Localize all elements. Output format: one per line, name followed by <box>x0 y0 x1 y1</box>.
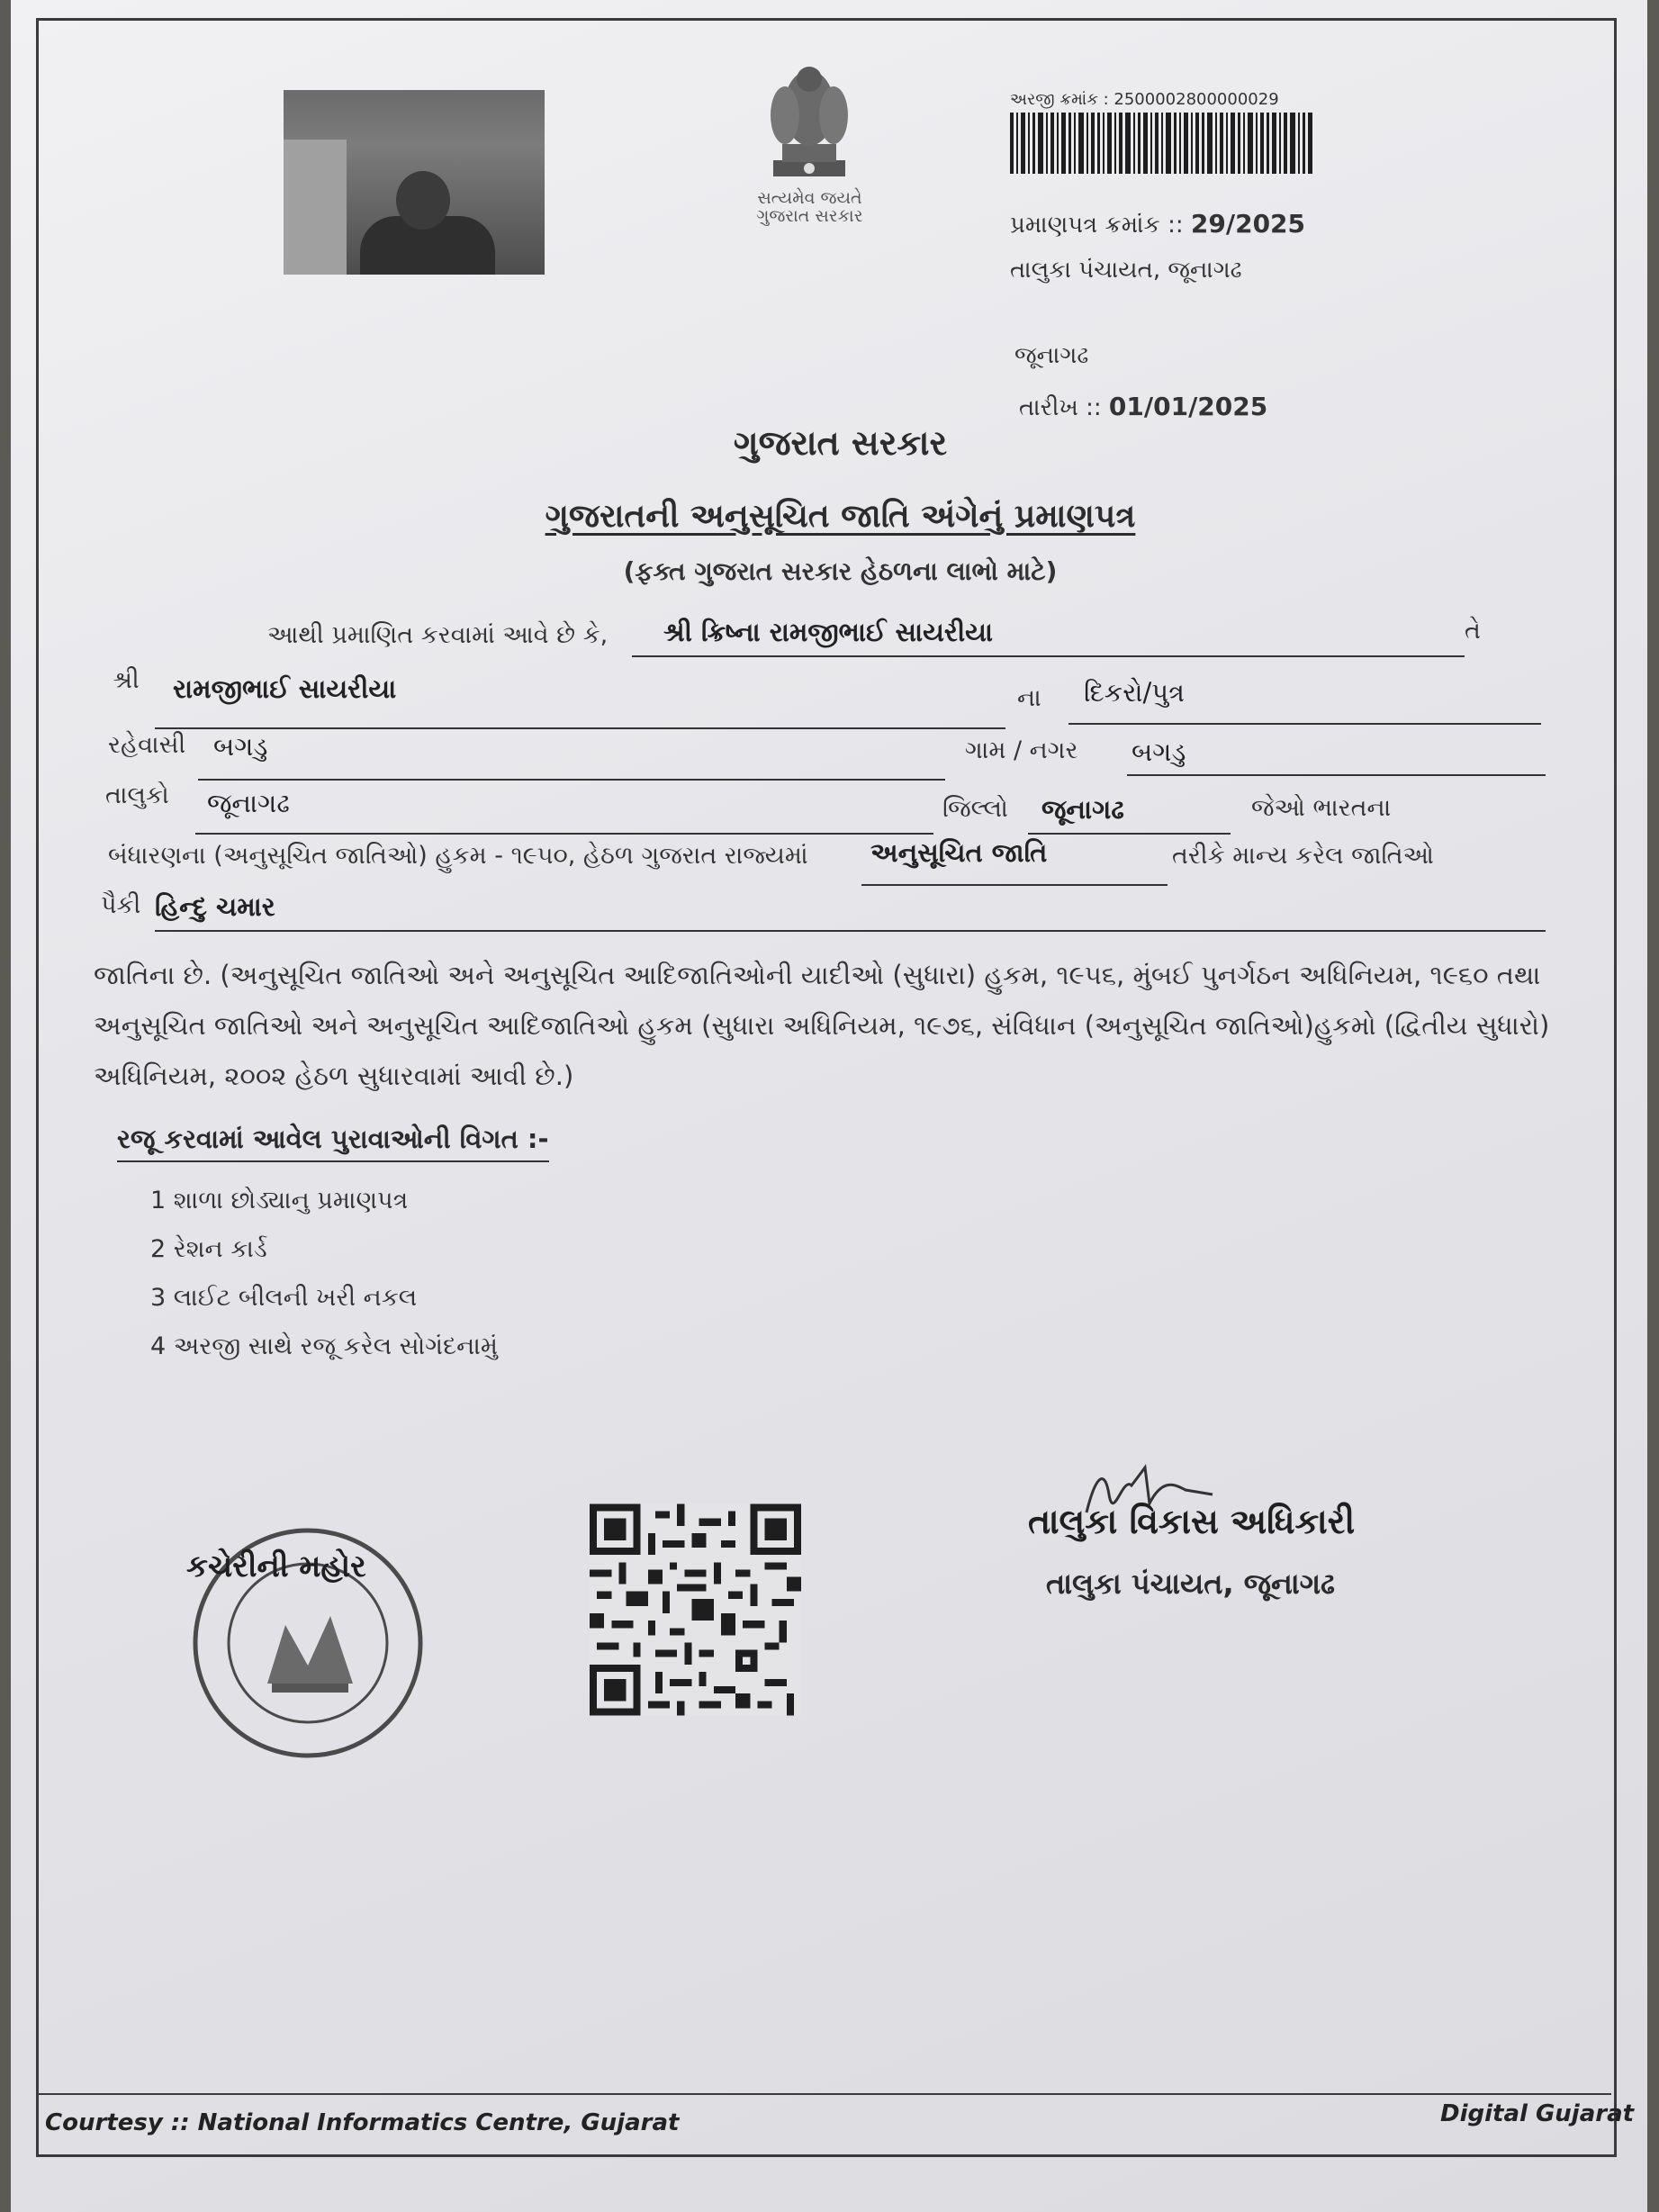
village-label: ગામ / નગર <box>965 736 1078 764</box>
footer-courtesy: Courtesy :: National Informatics Centre, Gujarat <box>45 2109 680 2136</box>
resident-label: રહેવાસી <box>108 731 186 759</box>
certificate-page <box>11 0 1647 2212</box>
recognized-label: તરીકે માન્ય કરેલ જાતિઓ <box>1172 842 1434 870</box>
evidence-item: 4 અરજી સાથે રજૂ કરેલ સોગંદનામું <box>150 1332 498 1360</box>
evidence-item: 2 રેશન કાર્ડ <box>150 1235 267 1263</box>
certificate-title <box>11 498 1659 536</box>
underline-resident <box>198 779 945 781</box>
date-label: તારીખ :: <box>1019 394 1102 421</box>
footer-brand: Digital Gujarat <box>1440 2100 1635 2127</box>
district-value: જૂનાગઢ <box>1041 794 1124 825</box>
office-stamp-label: કચેરીની મહોર <box>186 1548 366 1585</box>
shri-label: શ્રી <box>113 666 140 694</box>
issuing-office: તાલુકા પંચાયત, જૂનાગઢ <box>1010 257 1242 284</box>
emblem-motto: સત્યમેવ જયતે <box>757 188 862 208</box>
resident-value: બગડુ <box>213 731 268 762</box>
date: 01/01/2025 <box>1108 392 1268 421</box>
district-label: જિલ્લો <box>942 795 1008 823</box>
intro-label: આથી પ્રમાણિત કરવામાં આવે છે કે, <box>267 621 609 649</box>
legal-paragraph: જાતિના છે. (અનુસૂચિત જાતિઓ અને અનુસૂચિત આદિજાતિઓની યાદીઓ (સુધારા) હુકમ, ૧૯૫૬, મુંબઈ પુનર્ગઠન અધિનિયમ, ૧૯૬૦ તથા અનુસૂચિત જાતિઓ અને અનુસૂચિત આદિજાતિઓ હુકમ (સુધારા અધિનિયમ, ૧૯૭૬, સંવિધાન (અનુસૂચિત જાતિઓ)હુકમો (દ્વિતીય સુધારો) અધિનિયમ, ૨૦૦૨ હેઠળ સુધારવામાં આવી છે.) <box>94 960 1550 1091</box>
caste-value: હિન્દુ ચમાર <box>155 891 275 922</box>
national-emblem-icon <box>742 54 877 189</box>
underline-caste <box>155 930 1546 932</box>
underline-taluka <box>195 833 933 835</box>
order-label: બંધારણના (અનુસૂચિત જાતિઓ) હુકમ - ૧૯૫૦, હેઠળ ગુજરાત રાજ્યમાં <box>108 842 808 870</box>
na-label: ના <box>1017 684 1041 712</box>
underline-category <box>861 884 1168 886</box>
underline-father <box>155 727 1005 729</box>
emblem-caption <box>731 189 888 225</box>
evidence-item: 1 શાળા છોડ્યાનુ પ્રમાણપત્ર <box>150 1187 409 1214</box>
certificate-number-row <box>1010 209 1305 239</box>
evidence-item: 3 લાઈટ બીલની ખરી નકલ <box>150 1284 418 1312</box>
emblem-government: ગુજરાત સરકાર <box>756 206 863 226</box>
place: જૂનાગઢ <box>1014 342 1089 369</box>
certificate-number: 29/2025 <box>1190 209 1306 239</box>
date-row <box>1019 392 1267 422</box>
father-name: રામજીભાઈ સાયરીયા <box>173 673 397 704</box>
underline-name <box>632 655 1465 657</box>
underline-relation <box>1068 723 1541 725</box>
certificate-subtitle: (ફક્ત ગુજરાત સરકાર હેઠળના લાભો માટે) <box>623 556 1058 586</box>
among-label: પૈકી <box>101 891 141 919</box>
category-value: અનુસૂચિત જાતિ <box>870 837 1048 868</box>
underline-district <box>1028 833 1231 835</box>
application-number: અરજી ક્રમાંક : 2500002800000029 <box>1010 90 1279 109</box>
certificate-number-label: પ્રમાણપત્ર ક્રમાંક :: <box>1010 212 1184 239</box>
evidence-heading: રજૂ કરવામાં આવેલ પુરાવાઓની વિગત :- <box>117 1124 549 1162</box>
applicant-photo <box>284 90 545 275</box>
relation: દિકરો/પુત્ર <box>1084 677 1185 708</box>
signatory-office: તાલુકા પંચાયત, જૂનાગઢ <box>1046 1566 1335 1601</box>
government-title: ગુજરાત સરકાર <box>733 423 948 463</box>
barcode <box>1010 113 1316 174</box>
te-label: તે <box>1465 617 1481 645</box>
applicant-name: શ્રી ક્રિષ્ના રામજીભાઈ સાયરીયા <box>663 617 993 647</box>
footer-divider <box>36 2093 1611 2095</box>
signatory-designation: તાલુકા વિકાસ અધિકારી <box>1028 1502 1356 1541</box>
village-value: બગડુ <box>1132 736 1186 767</box>
taluka-value: જૂનાગઢ <box>207 788 290 818</box>
taluka-label: તાલુકો <box>105 781 169 809</box>
certificate-title-text: ગુજરાતની અનુસૂચિત જાતિ અંગેનું પ્રમાણપત્ર <box>545 498 1136 535</box>
who-label: જેઓ ભારતના <box>1251 794 1392 822</box>
qr-code <box>590 1502 801 1718</box>
underline-village <box>1127 774 1546 776</box>
